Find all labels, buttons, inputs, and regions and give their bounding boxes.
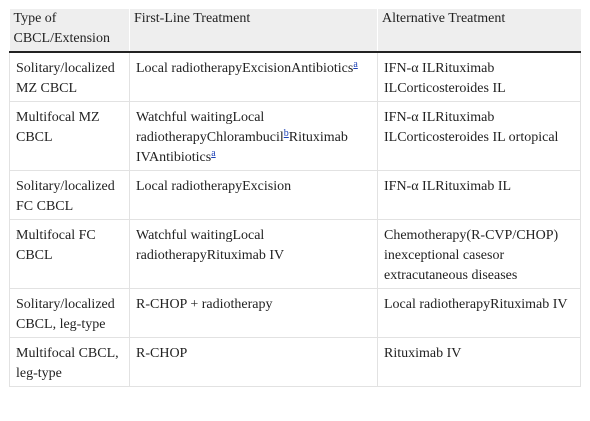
table-row <box>10 52 581 102</box>
cell-first-line: Watchful waitingLocal radiotherapyRituximab IV <box>130 220 378 289</box>
cell-first-line-text: Local radiotherapyExcisionAntibiotics <box>136 61 354 76</box>
table-row <box>10 338 581 387</box>
footnote-link[interactable]: b <box>283 128 289 139</box>
footnote-marker <box>211 148 215 159</box>
cell-type: Multifocal MZ CBCL <box>10 102 130 171</box>
cell-type: Solitary/localized FC CBCL <box>10 171 130 220</box>
cell-type: Solitary/localized MZ CBCL <box>10 52 130 102</box>
cell-first-line-text-continued: Rituximab IVAntibiotics <box>136 130 348 165</box>
treatment-table-container <box>9 9 580 387</box>
cell-type: Multifocal CBCL, leg-type <box>10 338 130 387</box>
footnote-link[interactable]: a <box>353 59 358 70</box>
cell-first-line <box>130 52 378 102</box>
cell-first-line: Local radiotherapyExcision <box>130 171 378 220</box>
header-alternative: Alternative Treatment <box>378 9 581 52</box>
cell-first-line <box>130 102 378 171</box>
table-row <box>10 171 581 220</box>
cell-alternative: IFN-α ILRituximab IL <box>378 171 581 220</box>
table-body <box>10 52 581 387</box>
footnote-marker <box>353 59 357 70</box>
cell-alternative: IFN-α ILRituximab ILCorticosteroides IL ortopical <box>378 102 581 171</box>
cell-alternative: Chemotherapy(R-CVP/CHOP) inexceptional casesor extracutaneous diseases <box>378 220 581 289</box>
cell-first-line-text: Watchful waitingLocal radiotherapyChlorambucil <box>136 110 284 145</box>
table-row <box>10 289 581 338</box>
header-first-line: First-Line Treatment <box>130 9 378 52</box>
cell-first-line: R-CHOP + radiotherapy <box>130 289 378 338</box>
treatment-table <box>9 9 581 387</box>
cell-type: Multifocal FC CBCL <box>10 220 130 289</box>
cell-alternative: Rituximab IV <box>378 338 581 387</box>
table-row <box>10 102 581 171</box>
cell-type: Solitary/localized CBCL, leg-type <box>10 289 130 338</box>
table-row <box>10 220 581 289</box>
cell-alternative: IFN-α ILRituximab ILCorticosteroides IL <box>378 52 581 102</box>
table-header <box>10 9 581 52</box>
footnote-link[interactable]: a <box>211 148 216 159</box>
header-type: Type of CBCL/Extension <box>10 9 130 52</box>
header-row <box>10 9 581 52</box>
cell-alternative: Local radiotherapyRituximab IV <box>378 289 581 338</box>
cell-first-line: R-CHOP <box>130 338 378 387</box>
